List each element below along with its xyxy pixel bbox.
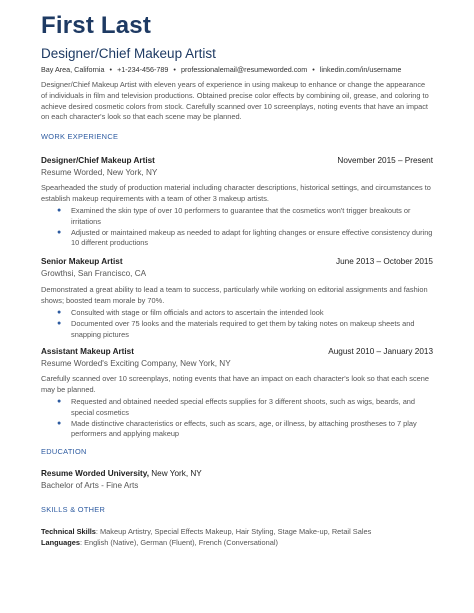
- list-item: [41, 319, 433, 341]
- candidate-name: First Last: [41, 12, 152, 39]
- job-company: Growthsi, San Francisco, CA: [41, 269, 147, 278]
- job-description: Spearheaded the study of production material including character descriptions, historical settings, and circumstances to establish makeup requirements with a team of other 3 makeup artists.: [41, 183, 431, 203]
- job-bullets: [41, 397, 433, 440]
- bullet-icon: ●: [57, 309, 62, 316]
- job-dates: November 2015 – Present: [337, 156, 433, 165]
- job-description: Demonstrated a great ability to lead a team to success, particularly while working on editorial assignments and fashion shows; boosted team morale by 70%.: [41, 285, 428, 305]
- job-title: Designer/Chief Makeup Artist: [41, 156, 155, 165]
- bullet-icon: ●: [57, 398, 62, 405]
- contact-separator: •: [109, 65, 113, 74]
- bullet-text: Examined the skin type of over 10 performers to guarantee that the cosmetics won't trigger breakouts or irritations: [71, 206, 411, 226]
- job-bullets: [41, 206, 433, 249]
- bullet-text: Documented over 75 looks and the materials required to get them by taking notes on makeup sheets and snapping pictures: [71, 318, 415, 339]
- skills-languages: [41, 538, 433, 549]
- contact-linkedin[interactable]: linkedin.com/in/username: [319, 65, 402, 74]
- bullet-icon: ●: [57, 319, 62, 327]
- school-location: New York, NY: [148, 469, 202, 478]
- bullet-icon: ●: [57, 419, 62, 427]
- skills-technical-value: : Makeup Artistry, Special Effects Makeup, Hair Styling, Stage Make-up, Retail Sales: [95, 527, 372, 536]
- job-title: Assistant Makeup Artist: [41, 347, 134, 356]
- education-school: [41, 469, 202, 478]
- education-degree: Bachelor of Arts - Fine Arts: [41, 481, 139, 490]
- list-item: [41, 228, 433, 250]
- job-bullets: [41, 308, 433, 340]
- bullet-text: Consulted with stage or film officials and actors to ascertain the intended look: [71, 308, 324, 317]
- bullet-text: Requested and obtained needed special effects supplies for 3 different shoots, such as wigs, beards, and special cosmetics: [71, 397, 416, 417]
- job-description: Carefully scanned over 10 screenplays, noting events that have an impact on each character's look so that each scene may be planned.: [41, 374, 430, 394]
- skills-languages-value: : English (Native), German (Fluent), French (Conversational): [80, 538, 278, 547]
- candidate-title: Designer/Chief Makeup Artist: [41, 46, 216, 61]
- skills-technical: [41, 527, 433, 538]
- section-heading-skills: SKILLS & OTHER: [41, 505, 106, 514]
- job-title: Senior Makeup Artist: [41, 257, 123, 266]
- contact-location: Bay Area, California: [41, 65, 105, 74]
- bullet-text: Made distinctive characteristics or effects, such as scars, age, or illness, by attaching prostheses to 7 play performers and applying makeup: [71, 418, 417, 439]
- section-heading-education: EDUCATION: [41, 447, 87, 456]
- list-item: [41, 206, 433, 228]
- skills-languages-label: Languages: [41, 538, 81, 547]
- contact-line: [41, 65, 401, 74]
- list-item: [41, 419, 433, 441]
- skills-technical-label: Technical Skills: [41, 527, 96, 536]
- job-company: Resume Worded's Exciting Company, New York, NY: [41, 359, 231, 368]
- list-item: [41, 397, 433, 419]
- bullet-text: Adjusted or maintained makeup as needed to adapt for lighting changes or ensure effective consistency during 10 different productions: [71, 227, 433, 248]
- job-dates: June 2013 – October 2015: [336, 257, 433, 266]
- contact-separator: •: [173, 65, 176, 74]
- summary-paragraph: Designer/Chief Makeup Artist with eleven years of experience in using makeup to enhance or change the appearance of individuals in film and television productions. Obtained precise color effects by combining oil, grease, and coloring to achieve desired cosmetic colors from stock. Carefully scanned over 10 screenplays, noting events that have an impact on each character's look so that each scene may be planned.: [41, 80, 429, 122]
- list-item: [41, 308, 433, 319]
- bullet-icon: ●: [57, 228, 62, 236]
- job-company: Resume Worded, New York, NY: [41, 168, 158, 177]
- bullet-icon: ●: [57, 207, 62, 214]
- section-heading-experience: WORK EXPERIENCE: [41, 132, 119, 141]
- contact-separator: •: [312, 65, 315, 74]
- contact-phone: +1-234-456-789: [117, 65, 169, 74]
- contact-email[interactable]: professionalemail@resumeworded.com: [180, 65, 308, 74]
- school-name: Resume Worded University,: [41, 469, 149, 478]
- job-dates: August 2010 – January 2013: [328, 347, 433, 356]
